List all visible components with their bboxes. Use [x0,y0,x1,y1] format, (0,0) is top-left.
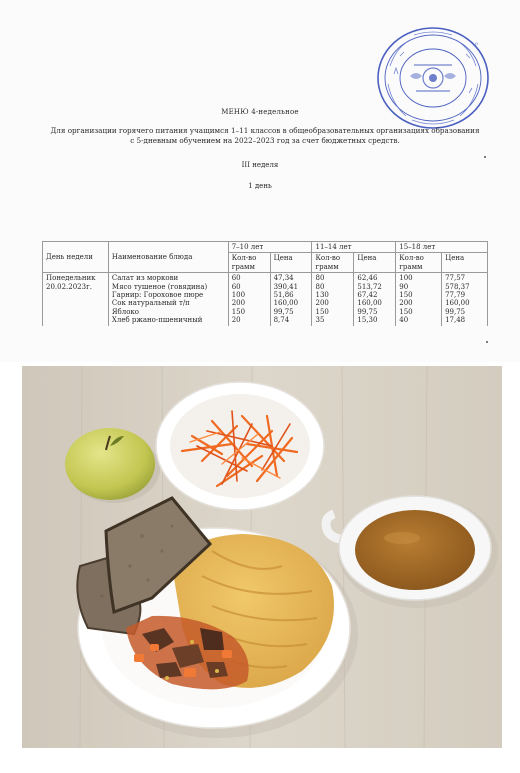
table-cell-line: Хлеб ржано-пшеничный [111,316,203,325]
col-header-dish: Наименование блюда [108,242,228,273]
subtitle-line-1: Для организации горячего питания учащимся 1–11 классов в общеобразовательных организациях образования [50,126,480,135]
table-cell-line: Салат из моркови [111,274,179,283]
table-cell-line: 80 [315,274,325,283]
day-date: 20.02.2023г. [46,282,92,291]
table-cell-line: 160,00 [273,299,299,308]
table-header-row [43,242,488,253]
qty-header: Кол-во грамм [312,253,354,273]
table-cell-line: 578,37 [445,282,470,291]
qty-11-14-list [312,273,354,326]
table-cell-line: 150 [399,291,413,300]
age-group-header: 7–10 лет [228,242,312,253]
table-cell-line: 51,86 [273,291,294,300]
meal-photo-illustration [22,366,502,748]
price-15-18-list [442,273,488,326]
stray-dot [486,341,488,343]
table-cell-line: 100 [231,291,246,300]
qty-7-10-list [228,273,270,326]
meal-photo [22,366,502,748]
table-cell-line: 150 [399,307,413,316]
table-cell-line: Сок натуральный т/п [111,299,190,308]
table-cell-line: 150 [231,307,246,316]
price-header: Цена [270,253,312,273]
price-header: Цена [354,253,396,273]
table-cell-line: 200 [399,299,413,308]
price-11-14-list [354,273,396,326]
table-cell-line: 99,75 [357,307,378,316]
table-cell-line: 62,46 [357,274,378,283]
table-cell-line: 160,00 [445,299,470,308]
table-cell-line: 80 [315,282,325,291]
table-cell-line: 77,79 [445,291,466,300]
table-row [43,273,488,326]
dish-list [108,273,228,326]
age-group-header: 15–18 лет [396,242,488,253]
qty-header: Кол-во грамм [228,253,270,273]
week-label: III неделя [241,161,279,169]
table-cell-line: 130 [315,291,329,300]
table-cell-line: 99,75 [445,307,466,316]
table-cell-line: 47,34 [273,274,294,283]
table-cell-line: 77,57 [445,274,466,283]
table-cell-line: 60 [231,274,241,283]
document-subtitle [30,126,500,146]
table-cell-line: 90 [399,282,409,291]
stray-dot [484,156,486,158]
table-cell-line: 15,30 [357,316,378,325]
day-cell [43,273,109,326]
table-cell-line: 35 [315,316,325,325]
table-cell-line: Мясо тушеное (говядина) [111,282,208,291]
table-cell-line: 150 [315,307,329,316]
day-name: Понедельник [46,274,96,283]
age-group-header: 11–14 лет [312,242,396,253]
day-label: 1 день [248,182,272,190]
menu-document [0,0,520,362]
subtitle-line-2: с 5-дневным обучением на 2022–2023 год за счет бюджетных средств. [130,136,400,145]
table-cell-line: 8,74 [273,316,290,325]
qty-header: Кол-во грамм [396,253,442,273]
col-header-day: День недели [43,242,109,273]
table-cell-line: 60 [231,282,241,291]
table-cell-line: 513,72 [357,282,382,291]
carrot-salad-bowl [156,382,324,510]
qty-15-18-list [396,273,442,326]
price-7-10-list [270,273,312,326]
menu-table [42,241,488,326]
seal-stray-text: о [475,41,479,47]
table-cell-line: 20 [231,316,241,325]
table-cell-line: 160,00 [357,299,382,308]
table-cell-line: 100 [399,274,413,283]
price-header: Цена [442,253,488,273]
table-cell-line: Яблоко [111,307,140,316]
table-cell-line: 67,42 [357,291,378,300]
table-cell-line: 200 [315,299,329,308]
table-cell-line: 390,41 [273,282,299,291]
table-cell-line: 17,48 [445,316,466,325]
table-cell-line: 40 [399,316,409,325]
table-cell-line: 200 [231,299,246,308]
table-cell-line: 99,75 [273,307,294,316]
document-title: МЕНЮ 4-недельное [221,108,299,116]
table-cell-line: Гарнир: Гороховое пюре [111,291,204,300]
